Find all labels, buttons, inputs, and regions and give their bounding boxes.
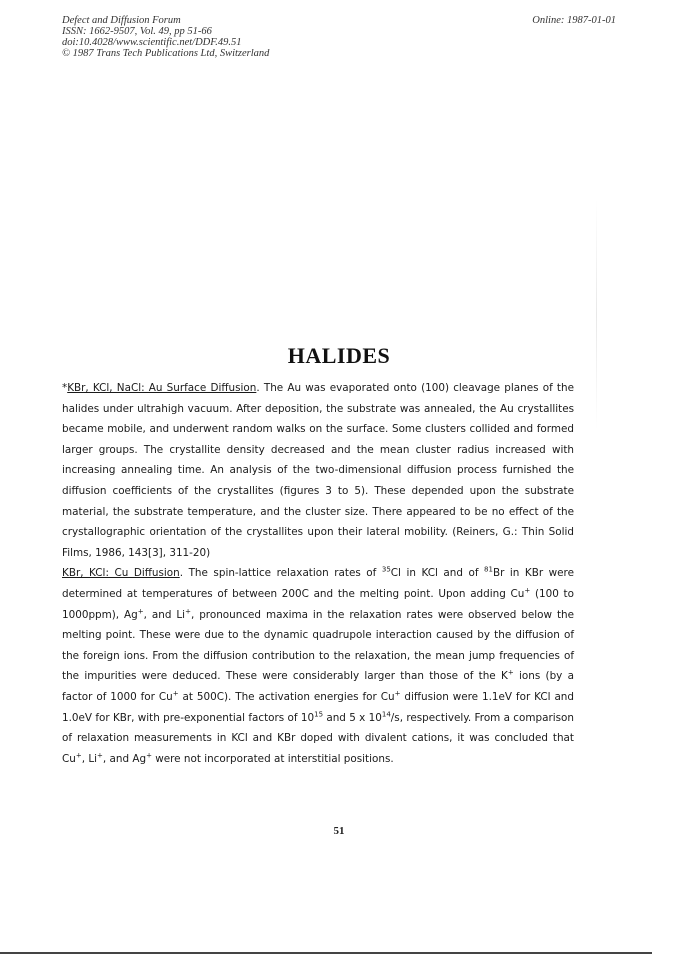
isotope-superscript: 35 — [381, 565, 391, 574]
charge-superscript: + — [185, 607, 191, 616]
entry-text: at 500C). The activation energies for Cu — [178, 690, 395, 703]
doi-line: doi:10.4028/www.scientific.net/DDF.49.51 — [62, 37, 242, 48]
entry-text: , Li — [81, 752, 98, 765]
journal-name: Defect and Diffusion Forum — [62, 15, 181, 26]
charge-superscript: + — [75, 751, 82, 760]
charge-superscript: + — [146, 751, 152, 760]
charge-superscript: + — [524, 586, 531, 595]
entry-text: . The spin-lattice relaxation rates of — [179, 567, 382, 580]
exponent-superscript: 15 — [314, 710, 324, 719]
issn-line: ISSN: 1662-9507, Vol. 49, pp 51-66 — [62, 26, 212, 37]
copyright-line: © 1987 Trans Tech Publications Ltd, Switzerland — [62, 48, 270, 59]
entry-text: Br in KBr were determined at temperatures of between 200C and the melting point. Upon adding Cu — [62, 567, 574, 600]
entry-marker: * — [62, 382, 68, 394]
entry-text: Cl in KCl and of — [390, 567, 485, 580]
exponent-superscript: 14 — [381, 710, 391, 719]
scan-artifact-line — [596, 200, 597, 430]
entry-text: were not incorporated at interstitial positions. — [151, 752, 394, 765]
entry-text: , and Li — [143, 608, 186, 621]
paragraph-cu-diffusion — [62, 563, 574, 769]
article-body — [62, 378, 574, 769]
charge-superscript: + — [507, 668, 514, 677]
footer-rule — [0, 952, 652, 954]
charge-superscript: + — [394, 689, 401, 698]
entry-heading: KBr, KCl, NaCl: Au Surface Diffusion — [67, 382, 257, 394]
entry-text: and 5 x 10 — [323, 711, 382, 724]
entry-text: (100 to 1000ppm), Ag — [62, 587, 574, 621]
entry-text: . The Au was evaporated onto (100) cleavage planes of the halides under ultrahigh vacuum. After deposition, the substrate was annealed, the Au crystallites became mobile, and underwent random walks on the surface. Some clusters collided and formed larger groups. The crystallite density decreased and the mean cluster radius increased with increasing annealing time. An analysis of the two-dimensional diffusion process furnished the diffusion coefficients of the crystallites (figures 3 to 5). These depended upon the substrate material, the substrate temperature, and the cluster size. There appeared to be no effect of the crystallographic orientation of the crystallites upon their lateral mobility. (Reiners, G.: Thin Solid Films, 1986, 143[3], 311-20) — [62, 382, 574, 559]
page-number: 51 — [333, 825, 345, 837]
charge-superscript: + — [137, 607, 144, 616]
charge-superscript: + — [97, 751, 103, 760]
charge-superscript: + — [172, 689, 179, 698]
entry-heading: KBr, KCl: Cu Diffusion — [62, 567, 180, 580]
online-date: Online: 1987-01-01 — [532, 15, 616, 26]
entry-text: ions (by a factor of 1000 for Cu — [62, 670, 574, 703]
entry-text: , pronounced maxima in the relaxation rates were observed below the melting point. These were due to the dynamic quadrupole interaction caused by the diffusion of the foreign ions. From the diffusion contribution to the relaxation, the mean jump frequencies of the impurities were deduced. These were considerably larger than those of the K — [62, 608, 574, 683]
page-title: HALIDES — [287, 343, 391, 368]
entry-text: /s, respectively. From a comparison of relaxation measurements in KCl and KBr doped with divalent cations, it was concluded that Cu — [62, 711, 574, 765]
entry-text: diffusion were 1.1eV for KCl and 1.0eV for KBr, with pre-exponential factors of 10 — [62, 690, 574, 724]
isotope-superscript: 81 — [484, 565, 493, 574]
journal-header — [62, 15, 269, 59]
paragraph-au-surface-diffusion — [62, 378, 574, 563]
entry-text: , and Ag — [102, 752, 147, 765]
